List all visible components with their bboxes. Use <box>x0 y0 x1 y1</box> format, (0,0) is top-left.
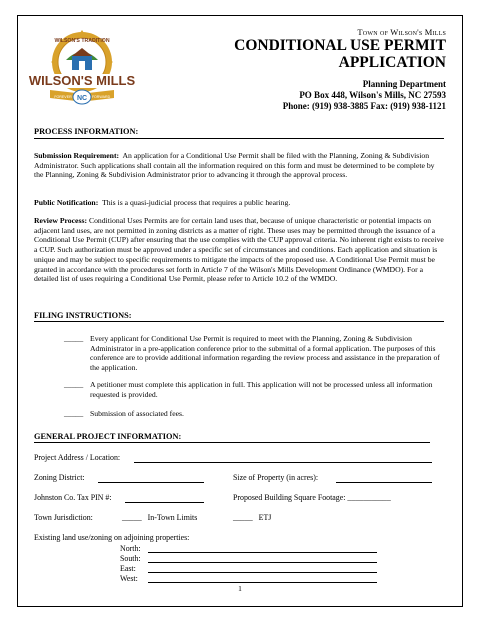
project-address-field[interactable] <box>134 462 432 463</box>
filing-item-text: Submission of associated fees. <box>90 409 184 418</box>
in-town-label: In-Town Limits <box>147 513 198 522</box>
general-rule <box>34 442 430 443</box>
logo-state: NC <box>76 95 88 102</box>
phone-fax: Phone: (919) 938-3885 Fax: (919) 938-1121 <box>282 101 446 111</box>
tax-pin-field[interactable] <box>125 502 204 503</box>
building-sqft-text: Proposed Building Square Footage: <box>233 493 346 502</box>
form-title-line1: CONDITIONAL USE PERMIT <box>234 37 446 54</box>
zoning-district-label: Zoning District: <box>34 473 85 482</box>
filing-heading: FILING INSTRUCTIONS: <box>34 311 132 320</box>
etj-label: ETJ <box>258 513 272 522</box>
process-rule <box>34 138 444 139</box>
form-title <box>234 37 446 71</box>
submission-label: Submission Requirement: <box>34 151 120 160</box>
etj-checkline[interactable]: _____ <box>233 513 253 522</box>
in-town-option <box>122 513 197 522</box>
south-label: South: <box>120 554 141 563</box>
page-number: 1 <box>238 584 242 593</box>
review-label: Review Process: <box>34 216 88 225</box>
tax-pin-label: Johnston Co. Tax PIN #: <box>34 493 112 502</box>
size-property-label: Size of Property (in acres): <box>233 473 319 482</box>
town-jurisdiction-label: Town Jurisdiction: <box>34 513 93 522</box>
building-sqft-field[interactable]: ___________ <box>347 493 391 502</box>
logo-name: WILSON'S MILLS <box>28 73 136 88</box>
east-label: East: <box>120 564 136 573</box>
filing-item-checkline[interactable]: _____ <box>64 334 84 343</box>
south-field[interactable] <box>148 562 377 563</box>
department: Planning Department <box>362 79 446 89</box>
north-label: North: <box>120 544 141 553</box>
notification-paragraph <box>34 198 444 208</box>
filing-item-text: Every applicant for Conditional Use Permit is required to meet with the Planning, Zoning & Subdivision Administrator in a pre-application conference prior to the submittal of a formal application. The purposes of this conference are to provide additional information regarding the review process and assistance in the preparation of the application. <box>90 334 440 373</box>
zoning-district-field[interactable] <box>98 482 204 483</box>
size-property-field[interactable] <box>336 482 432 483</box>
review-text: Conditional Uses Permits are for certain land uses that, because of unique characteristic or potential impacts on adjacent land uses, are not permitted in zoning districts as a matter of right. These uses may be permitted through the issuance of a Conditional Use Permit (CUP) after ensuring that the use complies with the CUP approval criteria. No inherent right exists to receive a CUP. Such authorization must be approved under a specific set of circumstances and conditions. Each application and situation is unique and may be subject to specific requirements to mitigate the impacts of the proposed use. A Conditional Use Permit must be granted in accordance with the procedures set forth in Article 7 of the Wilson's Mills Development Ordinance (WMDO). For a detailed list of uses requiring a Conditional Use Permit, please refer to Article 10.2 of the WMDO. <box>34 216 444 284</box>
filing-item-text: A petitioner must complete this application in full. This application will not be processed unless all information requested is provided. <box>90 380 433 399</box>
town-name: Town of Wilson's Mills <box>357 27 446 37</box>
in-town-checkline[interactable]: _____ <box>122 513 142 522</box>
submission-paragraph <box>34 151 444 180</box>
etj-option <box>233 513 271 522</box>
east-field[interactable] <box>148 572 377 573</box>
notification-text: This is a quasi-judicial process that requires a public hearing. <box>102 198 291 207</box>
town-logo <box>28 30 136 112</box>
address: PO Box 448, Wilson's Mills, NC 27593 <box>299 90 446 100</box>
review-paragraph <box>34 216 444 284</box>
adjoining-label: Existing land use/zoning on adjoining properties: <box>34 533 190 542</box>
notification-label: Public Notification: <box>34 198 99 207</box>
filing-item-checkline[interactable]: _____ <box>64 409 84 418</box>
north-field[interactable] <box>148 552 377 553</box>
building-sqft-label <box>233 493 391 502</box>
project-address-label: Project Address / Location: <box>34 453 121 462</box>
general-heading: GENERAL PROJECT INFORMATION: <box>34 432 182 441</box>
form-title-line2: APPLICATION <box>338 54 446 71</box>
logo-ribbon-right: FORWARD <box>91 95 111 99</box>
west-label: West: <box>120 574 138 583</box>
west-field[interactable] <box>148 582 377 583</box>
process-heading: PROCESS INFORMATION: <box>34 127 139 136</box>
submission-text: An application for a Conditional Use Permit shall be filed with the Planning, Zoning & Subdivision Administrator. Such applications shall contain all the information required on this form and must be determined to be complete by the Planning, Zoning & Subdivision Administrator prior to advancing it through the approval process. <box>34 151 435 180</box>
filing-rule <box>34 321 444 322</box>
logo-ring-text: WILSON'S TRADITION <box>54 38 110 44</box>
logo-ribbon-left: FOREVER <box>54 95 72 99</box>
filing-item-checkline[interactable]: _____ <box>64 380 84 389</box>
